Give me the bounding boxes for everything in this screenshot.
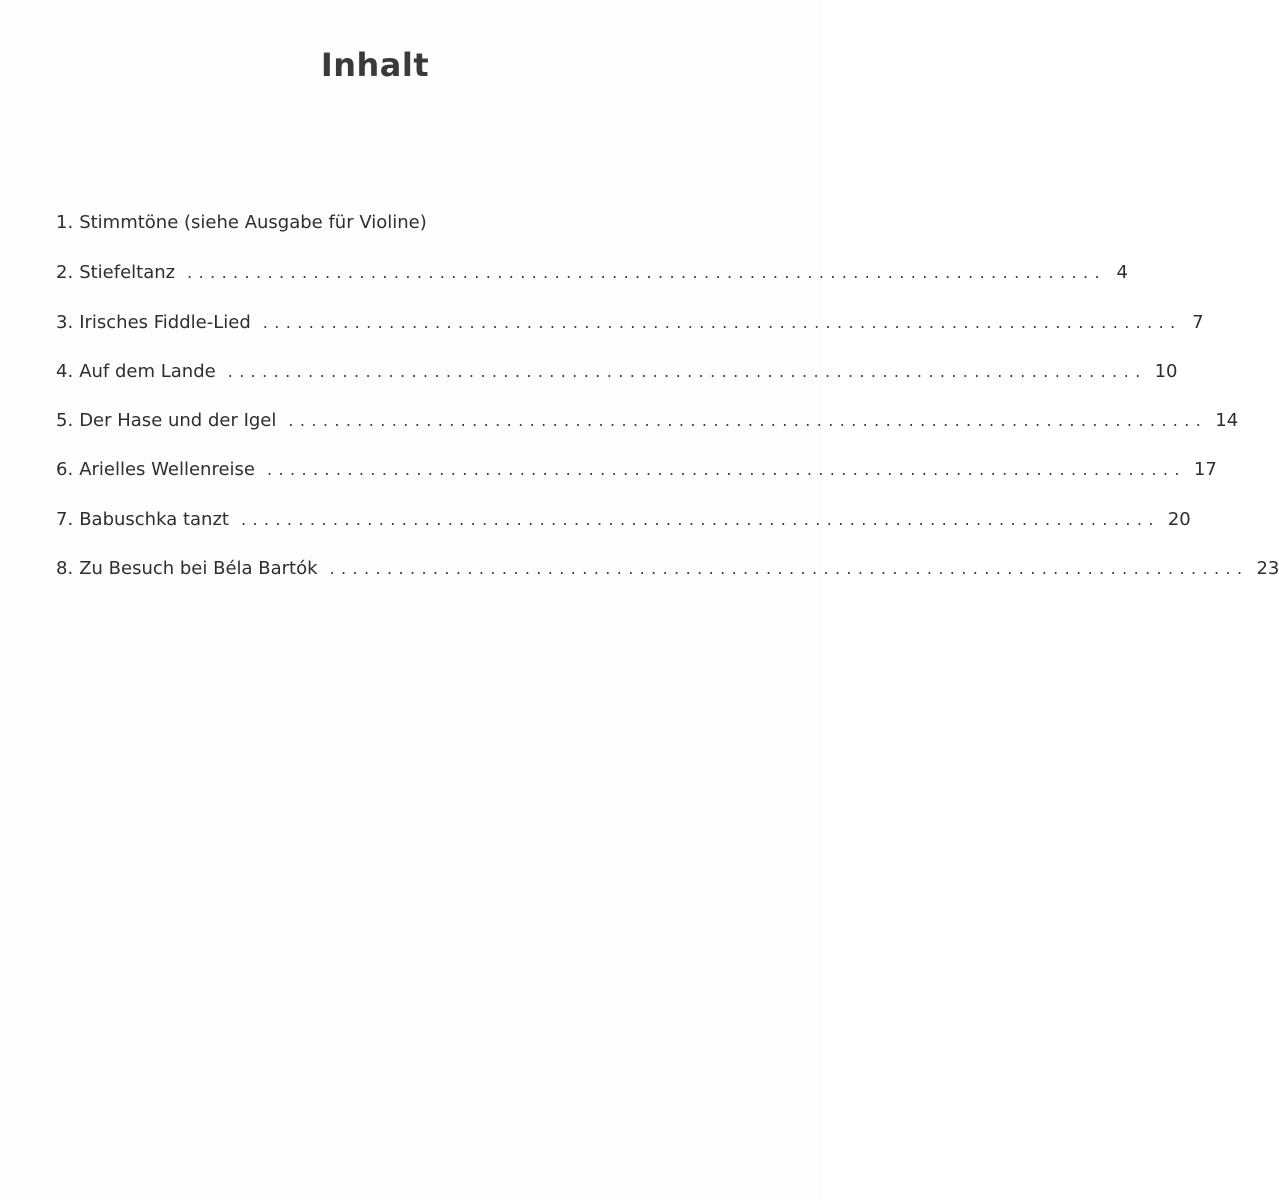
toc-leader-dots: ................................................................................	[187, 263, 1106, 282]
toc-entry-page: 10	[1154, 361, 1178, 382]
toc-entry	[56, 505, 1191, 535]
toc-entry-page: 14	[1215, 410, 1239, 431]
toc-entry-page: 4	[1116, 262, 1128, 283]
toc-entry	[56, 208, 696, 238]
toc-entry-page: 20	[1167, 509, 1191, 530]
toc-entry-number: 1.	[56, 212, 74, 233]
toc-entry-page: 17	[1193, 459, 1217, 480]
toc-leader-dots: ................................................................................	[240, 510, 1160, 529]
toc-entry-page: 7	[1192, 312, 1204, 333]
toc-leader-dots: ................................................................................	[227, 362, 1147, 381]
toc-entry	[56, 554, 1279, 584]
toc-entry-number: 4.	[56, 361, 74, 382]
toc-entry	[56, 357, 1178, 387]
toc-entry	[56, 455, 1217, 485]
toc-entry-title: Zu Besuch bei Béla Bartók	[79, 558, 318, 579]
toc-entry-number: 8.	[56, 558, 74, 579]
toc-entry-number: 2.	[56, 262, 74, 283]
toc-entry-title: Irisches Fiddle-Lied	[79, 312, 251, 333]
toc-entry-title: Babuschka tanzt	[79, 509, 229, 530]
toc-entry	[56, 406, 1239, 436]
toc-entry-title: Auf dem Lande	[79, 361, 216, 382]
toc-entry-title: Stimmtöne (siehe Ausgabe für Violine)	[79, 212, 427, 233]
toc-leader-dots: ................................................................................	[267, 460, 1186, 479]
toc-entry	[56, 308, 1204, 338]
toc-entry-number: 7.	[56, 509, 74, 530]
page-title: Inhalt	[320, 46, 430, 84]
toc-entry-page: 23	[1256, 558, 1279, 579]
toc-entry-number: 6.	[56, 459, 74, 480]
toc-leader-dots: ................................................................................	[262, 313, 1182, 332]
toc-entry-number: 3.	[56, 312, 74, 333]
toc-entry-title: Der Hase und der Igel	[79, 410, 277, 431]
toc-entry-title: Stiefeltanz	[79, 262, 176, 283]
toc-entry-title: Arielles Wellenreise	[79, 459, 255, 480]
toc-leader-dots: ................................................................................	[288, 411, 1208, 430]
toc-entry	[56, 258, 1128, 288]
toc-entry-number: 5.	[56, 410, 74, 431]
toc-leader-dots: ................................................................................	[329, 559, 1249, 578]
